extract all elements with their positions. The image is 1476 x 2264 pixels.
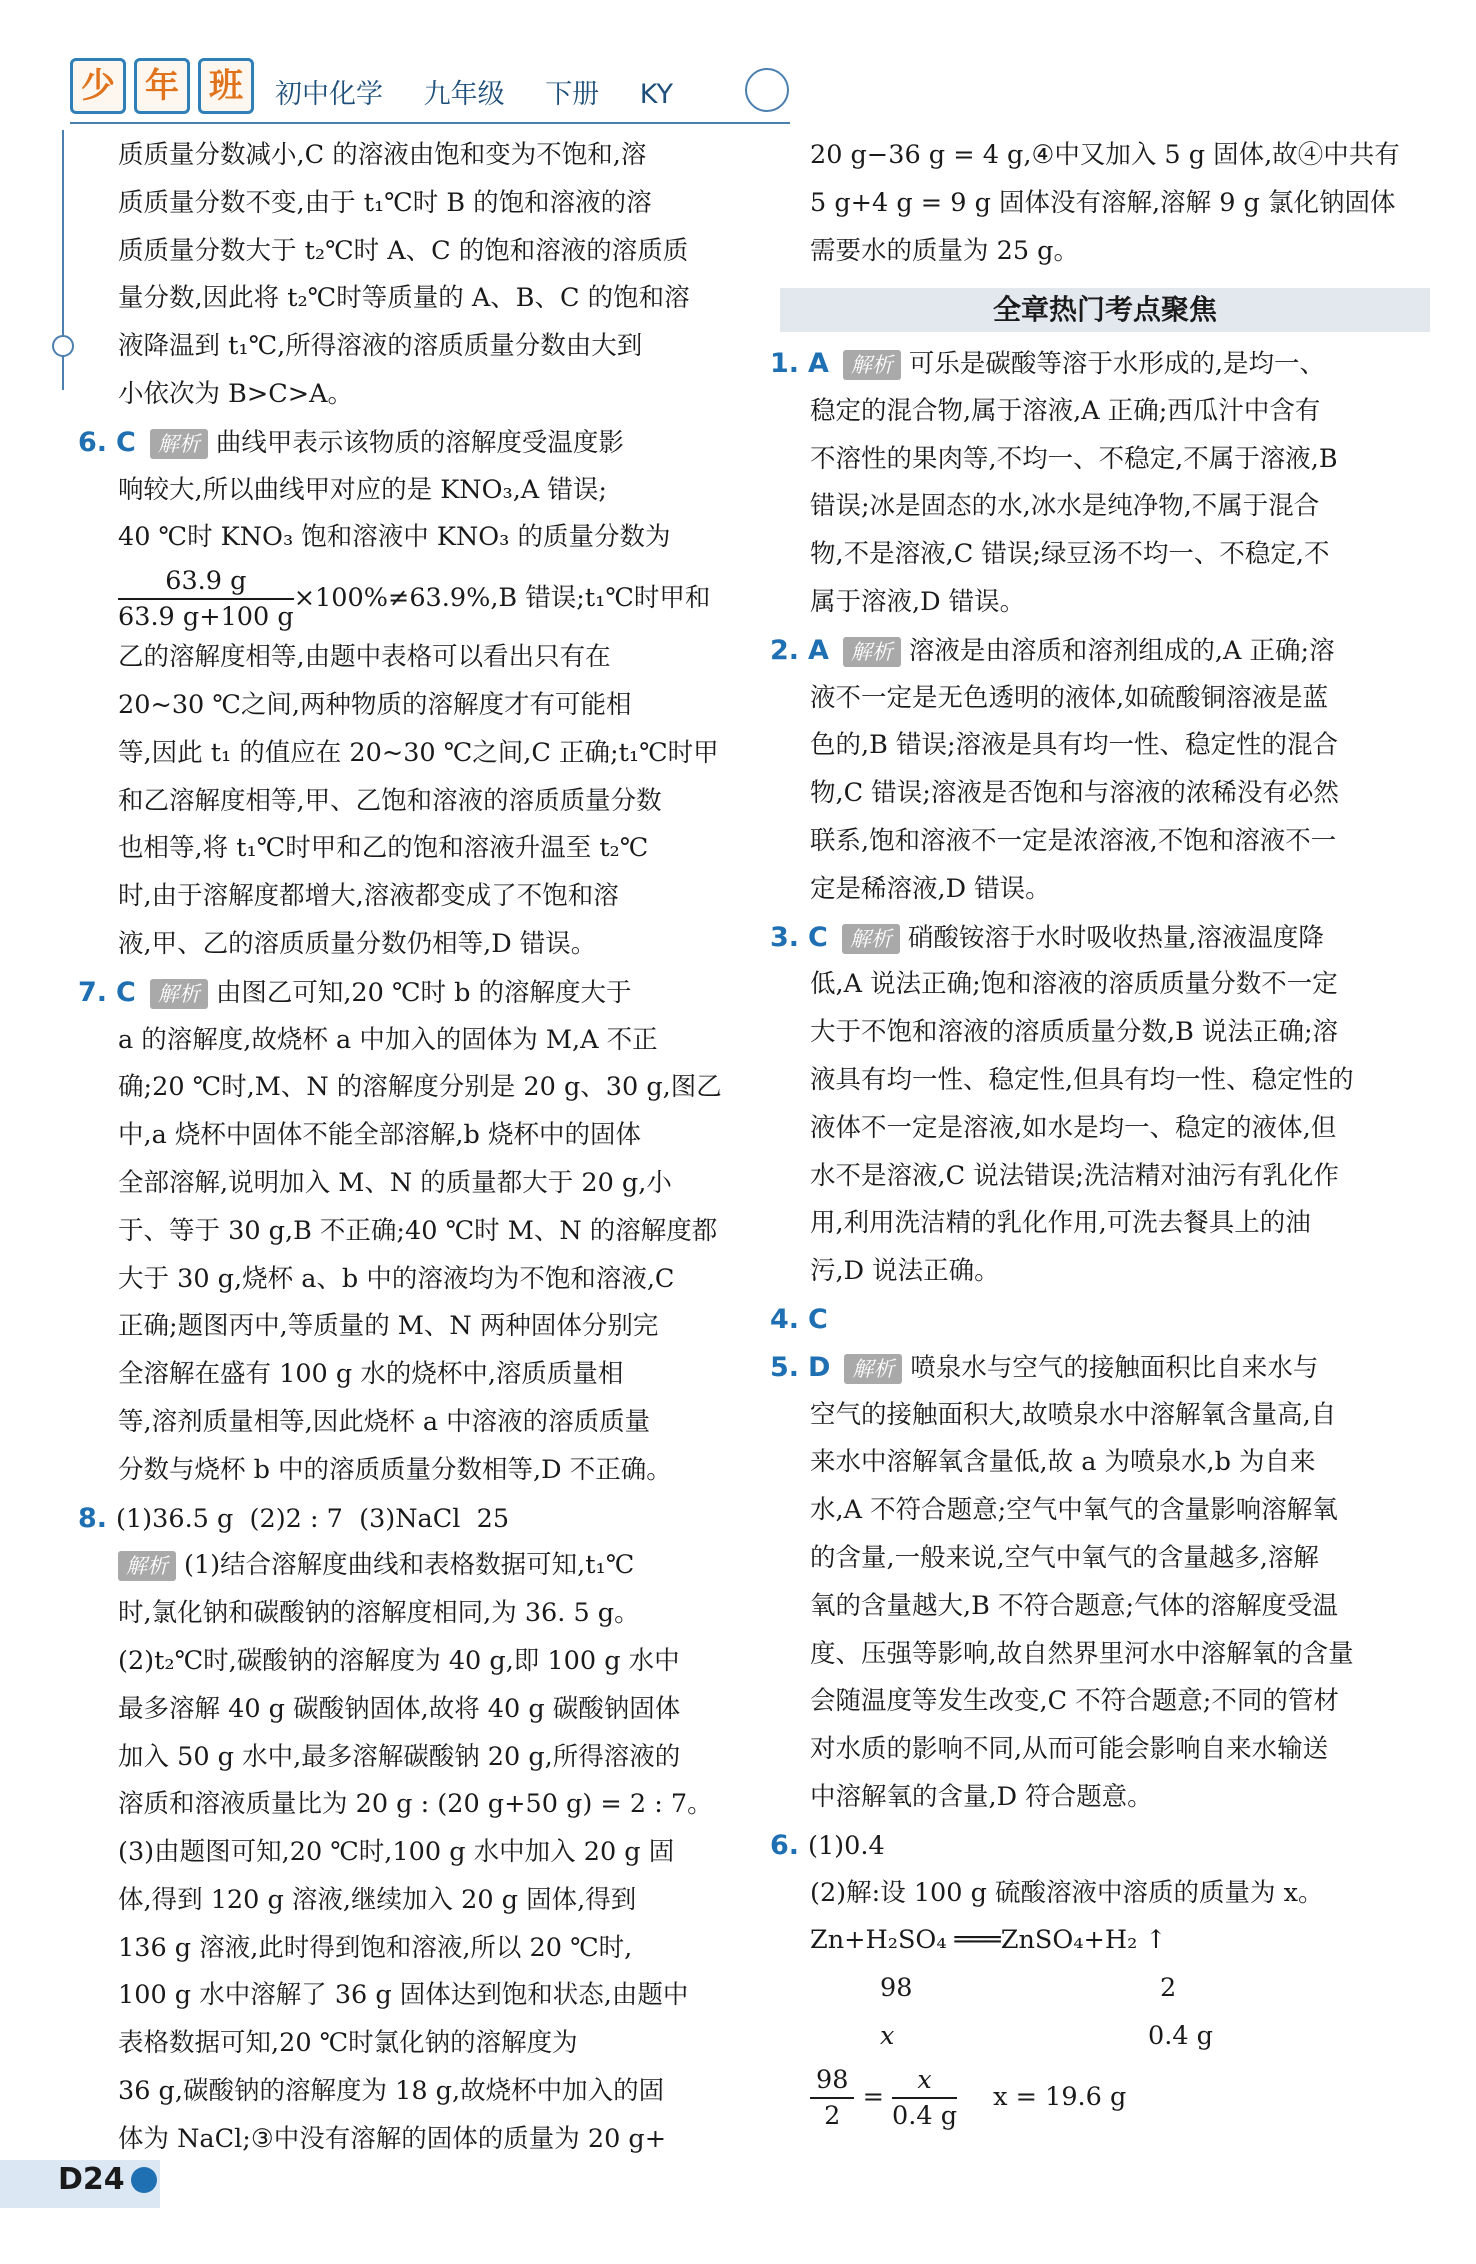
ratio-row-1 bbox=[810, 1965, 1435, 2013]
text-line: (2)t₂℃时,碳酸钠的溶解度为 40 g,即 100 g 水中 bbox=[118, 1645, 680, 1676]
question-6 bbox=[78, 419, 738, 969]
text-line: 等,溶剂质量相等,因此烧杯 a 中溶液的溶质质量 bbox=[118, 1406, 651, 1437]
text-line: 错误;冰是固态的水,冰水是纯净物,不属于混合 bbox=[810, 491, 1320, 522]
brand-char-1: 少 bbox=[70, 58, 126, 114]
text-line: 大于不饱和溶液的溶质质量分数,B 说法正确;溶 bbox=[810, 1017, 1339, 1048]
proportion-fraction-1 bbox=[810, 2063, 854, 2133]
text-line: (3)由题图可知,20 ℃时,100 g 水中加入 20 g 固 bbox=[118, 1837, 675, 1868]
text-line: 也相等,将 t₁℃时甲和乙的饱和溶液升温至 t₂℃ bbox=[118, 833, 649, 864]
text-line: 定是稀溶液,D 错误。 bbox=[810, 873, 1051, 904]
ratio-right: 2 bbox=[1160, 1973, 1177, 2004]
question-number: 7. bbox=[78, 976, 108, 1008]
answer-1 bbox=[770, 340, 1435, 627]
fraction-denominator: 2 bbox=[824, 2100, 841, 2131]
text-line: 体为 NaCl;③中没有溶解的固体的质量为 20 g+ bbox=[118, 2123, 667, 2154]
answer-letter: A bbox=[808, 348, 829, 379]
text-line: 氧的含量越大,B 不符合题意;气体的溶解度受温 bbox=[810, 1590, 1339, 1621]
proportion-fraction-2 bbox=[892, 2063, 957, 2133]
text-line: 物,C 错误;溶液是否饱和与溶液的浓稀没有必然 bbox=[810, 778, 1339, 809]
ratio-right: 0.4 g bbox=[1148, 2020, 1213, 2051]
analysis-tag: 解析 bbox=[118, 1551, 176, 1581]
text-line: 20~30 ℃之间,两种物质的溶解度才有可能相 bbox=[118, 689, 632, 720]
question-number: 4. bbox=[770, 1303, 800, 1335]
fraction-after-text: ×100%≠63.9%,B 错误;t₁℃时甲和 bbox=[293, 583, 711, 614]
text-line: 体,得到 120 g 溶液,继续加入 20 g 固体,得到 bbox=[118, 1884, 637, 1915]
text-line: 稳定的混合物,属于溶液,A 正确;西瓜汁中含有 bbox=[810, 395, 1321, 426]
page-number: D24 bbox=[58, 2162, 125, 2197]
brand-logo bbox=[70, 58, 262, 114]
text-line: 度、压强等影响,故自然界里河水中溶解氧的含量 bbox=[810, 1638, 1354, 1669]
text-line: 液降温到 t₁℃,所得溶液的溶质质量分数由大到 bbox=[118, 331, 643, 362]
answer-letter: C bbox=[116, 426, 136, 458]
text-line: 需要水的质量为 25 g。 bbox=[810, 235, 1079, 266]
header-book-info bbox=[275, 72, 705, 111]
header-subject: 初中化学 bbox=[275, 79, 383, 110]
text-line: 分数与烧杯 b 中的溶质质量分数相等,D 不正确。 bbox=[118, 1454, 672, 1485]
text-line: 确;20 ℃时,M、N 的溶解度分别是 20 g、30 g,图乙 bbox=[118, 1072, 722, 1103]
header-edition: KY bbox=[639, 79, 674, 110]
page-header bbox=[70, 58, 790, 128]
question-number: 1. bbox=[770, 348, 800, 379]
margin-knob-icon bbox=[52, 335, 74, 357]
text-line: (1)结合溶解度曲线和表格数据可知,t₁℃ bbox=[184, 1550, 635, 1581]
right-column-answers bbox=[770, 340, 1435, 2133]
text-line: 低,A 说法正确;饱和溶液的溶质质量分数不一定 bbox=[810, 969, 1338, 1000]
brand-char-2: 年 bbox=[134, 58, 190, 114]
right-column bbox=[810, 132, 1435, 275]
text-line: 136 g 溶液,此时得到饱和溶液,所以 20 ℃时, bbox=[118, 1932, 633, 1963]
text-line: 溶液是由溶质和溶剂组成的,A 正确;溶 bbox=[908, 635, 1335, 666]
text-line: 5 g+4 g = 9 g 固体没有溶解,溶解 9 g 氯化钠固体 bbox=[810, 187, 1396, 218]
text-line: 可乐是碳酸等溶于水形成的,是均一、 bbox=[908, 349, 1326, 379]
result-value: x = 19.6 g bbox=[993, 2081, 1127, 2112]
answer-letter: D bbox=[808, 1351, 831, 1383]
text-line: 和乙溶解度相等,甲、乙饱和溶液的溶质质量分数 bbox=[118, 785, 662, 816]
text-line: 色的,B 错误;溶液是具有均一性、稳定性的混合 bbox=[810, 730, 1339, 761]
part-2-intro: (2)解:设 100 g 硫酸溶液中溶质的质量为 x。 bbox=[810, 1877, 1324, 1908]
header-grade: 九年级 bbox=[423, 79, 505, 110]
answer-letter: C bbox=[116, 976, 136, 1008]
header-term: 下册 bbox=[545, 79, 600, 110]
answer-4 bbox=[770, 1296, 1435, 1344]
text-line: 曲线甲表示该物质的溶解度受温度影 bbox=[215, 427, 624, 458]
question-number: 3. bbox=[770, 921, 800, 953]
text-line: 40 ℃时 KNO₃ 饱和溶液中 KNO₃ 的质量分数为 bbox=[118, 522, 671, 553]
text-line: 喷泉水与空气的接触面积比自来水与 bbox=[910, 1352, 1319, 1383]
text-line: a 的溶解度,故烧杯 a 中加入的固体为 M,A 不正 bbox=[118, 1024, 658, 1055]
question-8 bbox=[78, 1495, 738, 2164]
text-line: 最多溶解 40 g 碳酸钠固体,故将 40 g 碳酸钠固体 bbox=[118, 1693, 681, 1724]
text-line: 来水中溶解氧含量低,故 a 为喷泉水,b 为自来 bbox=[810, 1447, 1316, 1478]
text-line: 质质量分数大于 t₂℃时 A、C 的饱和溶液的溶质质 bbox=[118, 235, 689, 266]
text-line: 加入 50 g 水中,最多溶解碳酸钠 20 g,所得溶液的 bbox=[118, 1741, 681, 1772]
analysis-tag: 解析 bbox=[150, 979, 208, 1009]
answer-letter: A bbox=[808, 634, 829, 666]
answer-letter: C bbox=[808, 1303, 828, 1335]
text-line: 属于溶液,D 错误。 bbox=[810, 586, 1026, 617]
fraction-numerator: 98 bbox=[810, 2063, 854, 2099]
answer-3 bbox=[770, 914, 1435, 1296]
text-line: 污,D 说法正确。 bbox=[810, 1256, 1000, 1287]
text-line: 硝酸铵溶于水时吸收热量,溶液温度降 bbox=[907, 922, 1324, 953]
text-line: 联系,饱和溶液不一定是浓溶液,不饱和溶液不一 bbox=[810, 825, 1337, 856]
text-line: 液体不一定是溶液,如水是均一、稳定的液体,但 bbox=[810, 1112, 1337, 1143]
reader-icon bbox=[745, 68, 789, 112]
analysis-tag: 解析 bbox=[843, 637, 901, 667]
question-7 bbox=[78, 969, 738, 1495]
fraction-denominator: 63.9 g+100 g bbox=[118, 602, 294, 633]
text-line: 水,A 不符合题意;空气中氧气的含量影响溶解氧 bbox=[810, 1495, 1338, 1526]
text-line: 中溶解氧的含量,D 符合题意。 bbox=[810, 1781, 1153, 1812]
answer-letter: C bbox=[808, 921, 828, 953]
text-line: 质质量分数减小,C 的溶液由饱和变为不饱和,溶 bbox=[118, 140, 647, 170]
analysis-tag: 解析 bbox=[844, 1354, 902, 1384]
text-line: 由图乙可知,20 ℃时 b 的溶解度大于 bbox=[215, 977, 632, 1008]
text-line: 大于 30 g,烧杯 a、b 中的溶液均为不饱和溶液,C bbox=[118, 1263, 675, 1294]
brand-char-3: 班 bbox=[198, 58, 254, 114]
text-line: 时,氯化钠和碳酸钠的溶解度相同,为 36. 5 g。 bbox=[118, 1598, 640, 1629]
question-number: 5. bbox=[770, 1351, 800, 1383]
text-line: 全部溶解,说明加入 M、N 的质量都大于 20 g,小 bbox=[118, 1167, 672, 1198]
answer-6 bbox=[770, 1822, 1435, 2133]
text-line: 的含量,一般来说,空气中氧气的含量越多,溶解 bbox=[810, 1542, 1319, 1573]
text-line: 物,不是溶液,C 错误;绿豆汤不均一、不稳定,不 bbox=[810, 539, 1330, 570]
text-line: 36 g,碳酸钠的溶解度为 18 g,故烧杯中加入的固 bbox=[118, 2076, 665, 2107]
fraction-numerator: x bbox=[892, 2063, 957, 2099]
text-line: 液具有均一性、稳定性,但具有均一性、稳定性的 bbox=[810, 1064, 1354, 1095]
text-line: 正确;题图丙中,等质量的 M、N 两种固体分别完 bbox=[118, 1311, 659, 1342]
text-line: 量分数,因此将 t₂℃时等质量的 A、B、C 的饱和溶 bbox=[118, 283, 690, 314]
text-line: 时,由于溶解度都增大,溶液都变成了不饱和溶 bbox=[118, 881, 619, 912]
answer-5 bbox=[770, 1344, 1435, 1822]
question-number: 6. bbox=[770, 1829, 800, 1861]
text-line: 20 g−36 g = 4 g,④中又加入 5 g 固体,故④中共有 bbox=[810, 140, 1400, 170]
part-1-answer: (1)0.4 bbox=[808, 1830, 885, 1861]
fraction-denominator: 0.4 g bbox=[892, 2100, 958, 2131]
text-line: 中,a 烧杯中固体不能全部溶解,b 烧杯中的固体 bbox=[118, 1120, 641, 1151]
left-column bbox=[78, 132, 738, 2164]
text-line: 乙的溶解度相等,由题中表格可以看出只有在 bbox=[118, 642, 611, 673]
page-dot-icon bbox=[131, 2167, 157, 2193]
left-intro bbox=[118, 132, 738, 419]
fraction-line bbox=[118, 562, 738, 634]
text-line: 空气的接触面积大,故喷泉水中溶解氧含量高,自 bbox=[810, 1399, 1337, 1430]
analysis-tag: 解析 bbox=[842, 924, 900, 954]
ratio-left: x bbox=[880, 2020, 895, 2051]
text-line: 质质量分数不变,由于 t₁℃时 B 的饱和溶液的溶 bbox=[118, 187, 652, 218]
text-line: 不溶性的果肉等,不均一、不稳定,不属于溶液,B bbox=[810, 443, 1338, 474]
answer-2 bbox=[770, 627, 1435, 914]
question-number: 2. bbox=[770, 634, 800, 666]
chemical-equation: Zn+H₂SO₄ ═══ZnSO₄+H₂ ↑ bbox=[810, 1925, 1167, 1956]
text-line: 水不是溶液,C 说法错误;洗洁精对油污有乳化作 bbox=[810, 1160, 1339, 1191]
text-line: 小依次为 B>C>A。 bbox=[118, 378, 354, 409]
analysis-tag: 解析 bbox=[843, 350, 901, 380]
mass-fraction bbox=[118, 564, 294, 634]
text-line: 全溶解在盛有 100 g 水的烧杯中,溶质质量相 bbox=[118, 1359, 624, 1390]
proportion-line bbox=[810, 2061, 1435, 2133]
text-line: 液,甲、乙的溶质质量分数仍相等,D 错误。 bbox=[118, 928, 597, 959]
text-line: 表格数据可知,20 ℃时氯化钠的溶解度为 bbox=[118, 2028, 578, 2059]
page-footer bbox=[58, 2162, 157, 2197]
text-line: 等,因此 t₁ 的值应在 20~30 ℃之间,C 正确;t₁℃时甲 bbox=[118, 737, 719, 768]
text-line: 会随温度等发生改变,C 不符合题意;不同的管材 bbox=[810, 1686, 1339, 1717]
text-line: 响较大,所以曲线甲对应的是 KNO₃,A 错误; bbox=[118, 474, 607, 505]
question-number: 6. bbox=[78, 426, 108, 458]
fraction-numerator: 63.9 g bbox=[118, 564, 294, 600]
header-divider bbox=[70, 122, 790, 124]
text-line: 液不一定是无色透明的液体,如硫酸铜溶液是蓝 bbox=[810, 682, 1329, 713]
ratio-left: 98 bbox=[880, 1973, 913, 2004]
text-line: 对水质的影响不同,从而可能会影响自来水输送 bbox=[810, 1734, 1329, 1765]
analysis-tag: 解析 bbox=[150, 429, 208, 459]
equals-sign: = bbox=[862, 2081, 884, 2112]
text-line: 用,利用洗洁精的乳化作用,可洗去餐具上的油 bbox=[810, 1208, 1311, 1239]
question-number: 8. bbox=[78, 1502, 108, 1534]
text-line: 于、等于 30 g,B 不正确;40 ℃时 M、N 的溶解度都 bbox=[118, 1215, 718, 1246]
section-title: 全章热门考点聚焦 bbox=[780, 288, 1430, 332]
answer-summary: (1)36.5 g (2)2 : 7 (3)NaCl 25 bbox=[116, 1503, 510, 1534]
text-line: 100 g 水中溶解了 36 g 固体达到饱和状态,由题中 bbox=[118, 1980, 689, 2011]
text-line: 溶质和溶液质量比为 20 g : (20 g+50 g) = 2 : 7。 bbox=[118, 1789, 713, 1820]
ratio-row-2 bbox=[810, 2013, 1435, 2061]
